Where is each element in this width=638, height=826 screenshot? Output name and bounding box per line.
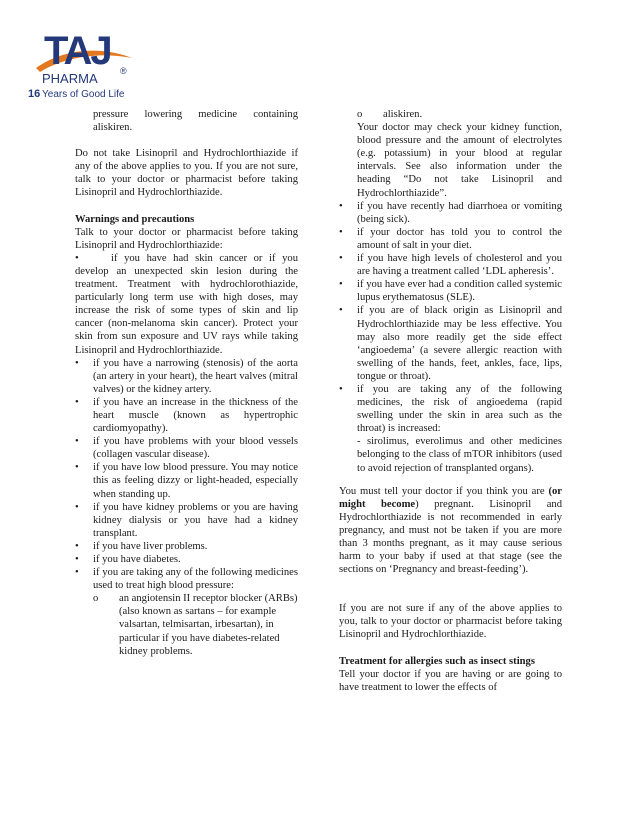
sub-marker: o <box>93 593 99 605</box>
logo-years-number: 16 <box>28 88 41 100</box>
list-item-text: if you have high levels of cholesterol and you are having a treatment called ‘LDL apheresis’. <box>357 253 562 278</box>
bullet-marker: • <box>75 540 79 552</box>
list-item <box>75 435 298 461</box>
right-column <box>339 108 562 694</box>
taj-pharma-logo <box>28 22 136 100</box>
bullet-marker: • <box>75 462 79 474</box>
sub-marker: o <box>357 109 363 120</box>
list-item <box>75 553 298 566</box>
list-item <box>339 278 562 304</box>
unsure-paragraph: If you are not sure if any of the above applies to you, talk to your doctor or pharmacist before taking Lisinopril and Hydrochlorthiazide. <box>339 603 562 641</box>
list-item-text: if you have ever had a condition called systemic lupus erythematosus (SLE). <box>357 279 562 304</box>
list-item <box>339 226 562 252</box>
sub-list-item-text: an angiotensin II receptor blocker (ARBs) (also known as sartans – for example valsartan, telmisartan, irbesartan), in particular if you have diabetes-related kidney problems. <box>119 593 298 657</box>
logo-years-text: Years of Good Life <box>42 89 125 100</box>
list-item <box>75 540 298 553</box>
sub-list-item <box>357 108 562 121</box>
list-item <box>339 200 562 226</box>
skin-cancer-item <box>75 252 298 357</box>
list-item-text: if you have a narrowing (stenosis) of the aorta (an artery in your heart), the heart valves (mitral valves) or the kidney artery. <box>93 357 298 395</box>
list-item <box>339 383 562 435</box>
list-item <box>75 396 298 435</box>
allergy-heading: Treatment for allergies such as insect stings <box>339 655 535 667</box>
bullet-marker: • <box>339 253 343 265</box>
bullet-marker: • <box>75 554 79 565</box>
list-item <box>75 357 298 396</box>
list-item <box>75 566 298 592</box>
list-item-text: if you have diabetes. <box>93 554 181 565</box>
bullet-marker: • <box>75 396 79 408</box>
logo-letters: TAJ <box>44 29 111 73</box>
list-item-text: if you have low blood pressure. You may notice this as feeling dizzy or light-headed, especially when standing up. <box>93 462 298 500</box>
list-item-text: if you are taking any of the following medicines used to treat high blood pressure: <box>93 567 298 592</box>
left-column <box>75 108 298 658</box>
bullet-marker: • <box>75 357 79 369</box>
list-item <box>339 304 562 383</box>
bullet-marker: • <box>339 200 343 212</box>
bullet-marker: • <box>75 436 79 448</box>
dash-item: - sirolimus, everolimus and other medicines belonging to the class of mTOR inhibitors (used to avoid rejection of transplanted organs). <box>357 436 562 474</box>
list-item-text: if you have problems with your blood vessels (collagen vascular disease). <box>93 436 298 461</box>
bullet-marker: • <box>339 305 343 317</box>
doctor-check-text: Your doctor may check your kidney function, blood pressure and the amount of electrolytes (e.g. potassium) in your blood at regular intervals. See also information under the heading “Do not take Lisinopril and Hydrochlorthiazide”. <box>357 122 562 199</box>
pregnancy-text-b: ) pregnant. Lisinopril and Hydrochlorthiazide is not recommended in early pregnancy, and must not be taken if you are more than 3 months pregnant, as it may cause serious harm to your baby if used at that stage (see the sections on ‘Pregnancy and breast-feeding’). <box>339 498 562 576</box>
list-item-text: if you are taking any of the following medicines, the risk of angioedema (rapid swelling under the skin in area such as the throat) is increased: <box>357 383 562 435</box>
list-item-text: if you have kidney problems or you are having kidney dialysis or you have had a kidney transplant. <box>93 501 298 539</box>
list-item <box>75 461 298 500</box>
bullet-marker: • <box>75 252 79 264</box>
bullet-marker: • <box>339 226 343 238</box>
warnings-heading: Warnings and precautions <box>75 213 195 225</box>
sub-list-item <box>93 592 298 657</box>
pregnancy-bold: (or might become <box>339 485 562 510</box>
list-item-text: if you have an increase in the thickness of the heart muscle (known as hypertrophic cardiomyopathy). <box>93 396 298 435</box>
list-item-text: if your doctor has told you to control the amount of salt in your diet. <box>357 226 562 251</box>
list-item-text: if you have recently had diarrhoea or vomiting (being sick). <box>357 200 562 225</box>
bullet-marker: • <box>75 501 79 513</box>
bullet-marker: • <box>339 279 343 291</box>
skin-cancer-text: if you have had skin cancer or if you develop an unexpected skin lesion during the treatment. Treatment with hydrochlorothiazide, particularly long term use with high doses, may increase the risk of some types of skin and lip cancer (non-melanoma skin cancer). Protect your skin from sun exposure and UV rays while taking Lisinopril and Hydrochlorthiazide. <box>75 252 298 356</box>
continued-text: pressure lowering medicine containing aliskiren. <box>93 109 298 134</box>
bullet-marker: • <box>339 383 343 395</box>
warnings-intro: Talk to your doctor or pharmacist before taking Lisinopril and Hydrochlorthiazide: <box>75 226 298 251</box>
bullet-marker: • <box>75 567 79 579</box>
list-item <box>339 252 562 278</box>
logo-pharma: PHARMA <box>42 71 98 86</box>
pregnancy-text-a: You must tell your doctor if you think you are <box>339 485 549 497</box>
sub-list-item-text: aliskiren. <box>383 109 423 120</box>
pregnancy-paragraph <box>339 485 562 577</box>
do-not-take-paragraph: Do not take Lisinopril and Hydrochlorthiazide if any of the above applies to you. If you are not sure, talk to your doctor or pharmacist before taking Lisinopril and Hydrochlorthiazide. <box>75 148 298 199</box>
logo-registered: ® <box>120 66 127 76</box>
list-item <box>75 501 298 540</box>
allergy-text: Tell your doctor if you are having or are going to have treatment to lower the effects of <box>339 668 562 693</box>
list-item-text: if you have liver problems. <box>93 540 208 552</box>
list-item-text: if you are of black origin as Lisinopril and Hydrochlorthiazide may be less effective. You may also more readily get the side effect ‘angioedema’ (a severe allergic reaction with swelling of the hands, feet, ankles, face, lips, tongue or throat). <box>357 305 562 382</box>
